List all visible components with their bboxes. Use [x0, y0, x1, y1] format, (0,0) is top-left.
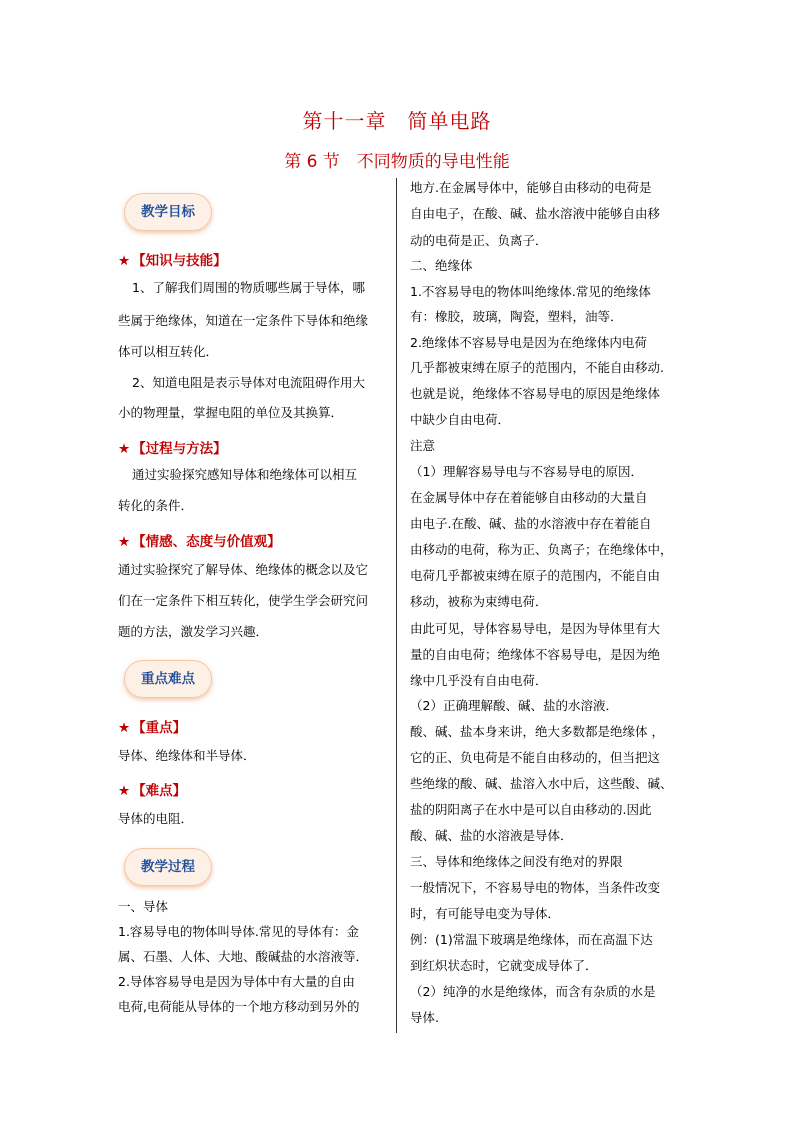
star-icon: ★ — [118, 720, 131, 736]
text-line: 通过实验探究了解导体、绝缘体的概念以及它 — [118, 562, 369, 577]
text-line: 由移动的电荷，称为正、负离子；在绝缘体中， — [410, 542, 673, 557]
text-line: 1.不容易导电的物体叫绝缘体.常见的绝缘体 — [410, 284, 651, 299]
text-line: 电荷几乎都被束缚在原子的范围内，不能自由 — [410, 568, 661, 583]
star-icon: ★ — [118, 441, 131, 457]
text-line: 时，有可能导电变为导体． — [410, 906, 561, 921]
heading-label: 【过程与方法】 — [132, 441, 227, 457]
heading-process-methods — [118, 437, 227, 457]
heading-label: 【知识与技能】 — [132, 253, 227, 269]
text-line: 酸、碱、盐本身来讲，绝大多数都是绝缘体 ， — [410, 724, 664, 739]
text-line: 中缺少自由电荷． — [410, 412, 511, 427]
heading-key-points — [118, 716, 186, 736]
text-line: 1、了解我们周围的物质哪些属于导体，哪 — [132, 280, 365, 295]
text-line: 一般情况下，不容易导电的物体，当条件改变 — [410, 880, 661, 895]
text-line: 缘中几乎没有自由电荷． — [410, 673, 548, 688]
badge-teaching-process: 教学过程 — [124, 848, 212, 886]
text-line: 体可以相互转化． — [118, 344, 219, 359]
text-line: 2.绝缘体不容易导电是因为在绝缘体内电荷 — [410, 335, 647, 350]
text-line: 1.容易导电的物体叫导体.常见的导体有：金 — [118, 924, 359, 939]
text-line: 一、导体 — [118, 899, 169, 914]
text-line: （2）正确理解酸、碱、盐的水溶液． — [410, 698, 618, 713]
text-line: 题的方法，激发学习兴趣． — [118, 624, 269, 639]
text-line: 有：橡胶，玻璃，陶瓷，塑料，油等． — [410, 309, 623, 324]
text-line: 2、知道电阻是表示导体对电流阻碍作用大 — [132, 375, 365, 390]
star-icon: ★ — [118, 783, 131, 799]
text-line: 盐的阴阳离子在水中是可以自由移动的.因此 — [410, 802, 652, 817]
text-line: 导体、绝缘体和半导体． — [118, 748, 256, 763]
star-icon: ★ — [118, 534, 131, 550]
text-line: 也就是说，绝缘体不容易导电的原因是绝缘体 — [410, 386, 661, 401]
text-line: 例：(1)常温下玻璃是绝缘体，而在高温下达 — [410, 932, 653, 947]
heading-label: 【情感、态度与价值观】 — [132, 534, 281, 550]
text-line: 到红炽状态时，它就变成导体了． — [410, 958, 598, 973]
text-line: 移动，被称为束缚电荷． — [410, 594, 548, 609]
text-line: 地方.在金属导体中，能够自由移动的电荷是 — [410, 180, 652, 195]
badge-teaching-goals: 教学目标 — [124, 193, 212, 231]
text-line: 自由电子，在酸、碱、盐水溶液中能够自由移 — [410, 206, 661, 221]
text-line: 由电子.在酸、碱、盐的水溶液中存在着能自 — [410, 516, 652, 531]
heading-emotion-values — [118, 530, 281, 550]
text-line: 几乎都被束缚在原子的范围内，不能自由移动. — [410, 360, 664, 375]
heading-label: 【重点】 — [132, 720, 187, 736]
text-line: 些绝缘的酸、碱、盐溶入水中后，这些酸、碱、 — [410, 776, 673, 791]
text-line: 导体的电阻． — [118, 811, 194, 826]
text-line: （2）纯净的水是绝缘体，而含有杂质的水是 — [410, 984, 656, 999]
text-line: 2.导体容易导电是因为导体中有大量的自由 — [118, 974, 355, 989]
text-line: 电荷,电荷能从导体的一个地方移动到另外的 — [118, 999, 360, 1014]
heading-label: 【难点】 — [132, 783, 187, 799]
text-line: 通过实验探究感知导体和绝缘体可以相互 — [132, 467, 358, 482]
text-line: 它的正、负电荷是不能自由移动的，但当把这 — [410, 750, 661, 765]
text-line: 些属于绝缘体，知道在一定条件下导体和绝缘 — [118, 313, 369, 328]
star-icon: ★ — [118, 253, 131, 269]
text-line: 转化的条件． — [118, 498, 194, 513]
text-line: （1）理解容易导电与不容易导电的原因． — [410, 464, 643, 479]
text-line: 由此可见，导体容易导电，是因为导体里有大 — [410, 621, 661, 636]
text-line: 酸、碱、盐的水溶液是导体． — [410, 828, 573, 843]
text-line: 三、导体和绝缘体之间没有绝对的界限 — [410, 854, 623, 869]
text-line: 量的自由电荷；绝缘体不容易导电，是因为绝 — [410, 647, 661, 662]
column-divider — [396, 178, 397, 1033]
text-line: 们在一定条件下相互转化，使学生学会研究问 — [118, 593, 369, 608]
heading-knowledge-skills — [118, 249, 227, 269]
text-line: 动的电荷是正、负离子． — [410, 233, 548, 248]
heading-difficult-points — [118, 779, 186, 799]
badge-key-difficult-points: 重点难点 — [124, 660, 212, 698]
text-line: 注意 — [410, 438, 436, 453]
text-line: 在金属导体中存在着能够自由移动的大量自 — [410, 490, 648, 505]
section-title: 第 6 节 不同物质的导电性能 — [284, 152, 510, 172]
text-line: 小的物理量，掌握电阻的单位及其换算． — [118, 405, 344, 420]
chapter-title: 第十一章 简单电路 — [302, 109, 492, 133]
text-line: 导体. — [410, 1010, 439, 1025]
text-line: 属、石墨、人体、大地、酸碱盐的水溶液等． — [118, 949, 369, 964]
text-line: 二、绝缘体 — [410, 258, 473, 273]
